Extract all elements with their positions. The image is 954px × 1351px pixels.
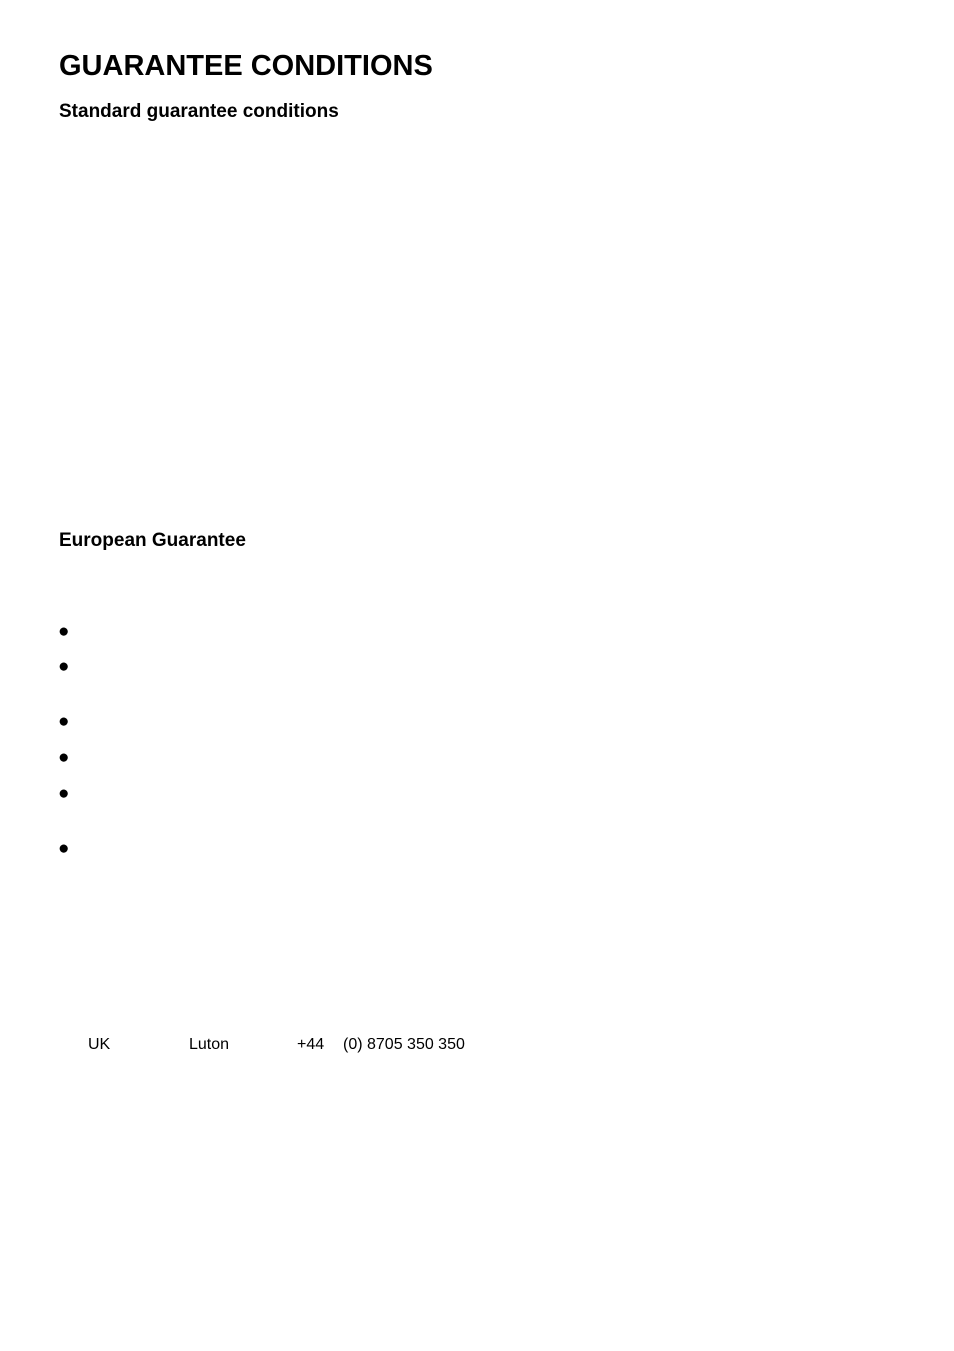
heading-standard-guarantee-conditions: Standard guarantee conditions xyxy=(59,101,339,122)
contact-country-code: +44 xyxy=(297,1036,325,1053)
contact-country: UK xyxy=(88,1036,111,1053)
bullet-point-4: ● xyxy=(58,747,70,768)
bullet-point-6: ● xyxy=(58,838,70,859)
bullet-point-2: ● xyxy=(58,656,70,677)
bullet-point-3: ● xyxy=(58,711,70,732)
bullet-point-5: ● xyxy=(58,783,70,804)
contact-phone-number: (0) 8705 350 350 xyxy=(343,1036,465,1053)
contact-row-uk xyxy=(0,1034,954,1056)
bullet-point-1: ● xyxy=(58,621,70,642)
page-title: GUARANTEE CONDITIONS xyxy=(59,50,433,82)
heading-european-guarantee: European Guarantee xyxy=(59,530,246,551)
contact-city: Luton xyxy=(189,1036,230,1053)
